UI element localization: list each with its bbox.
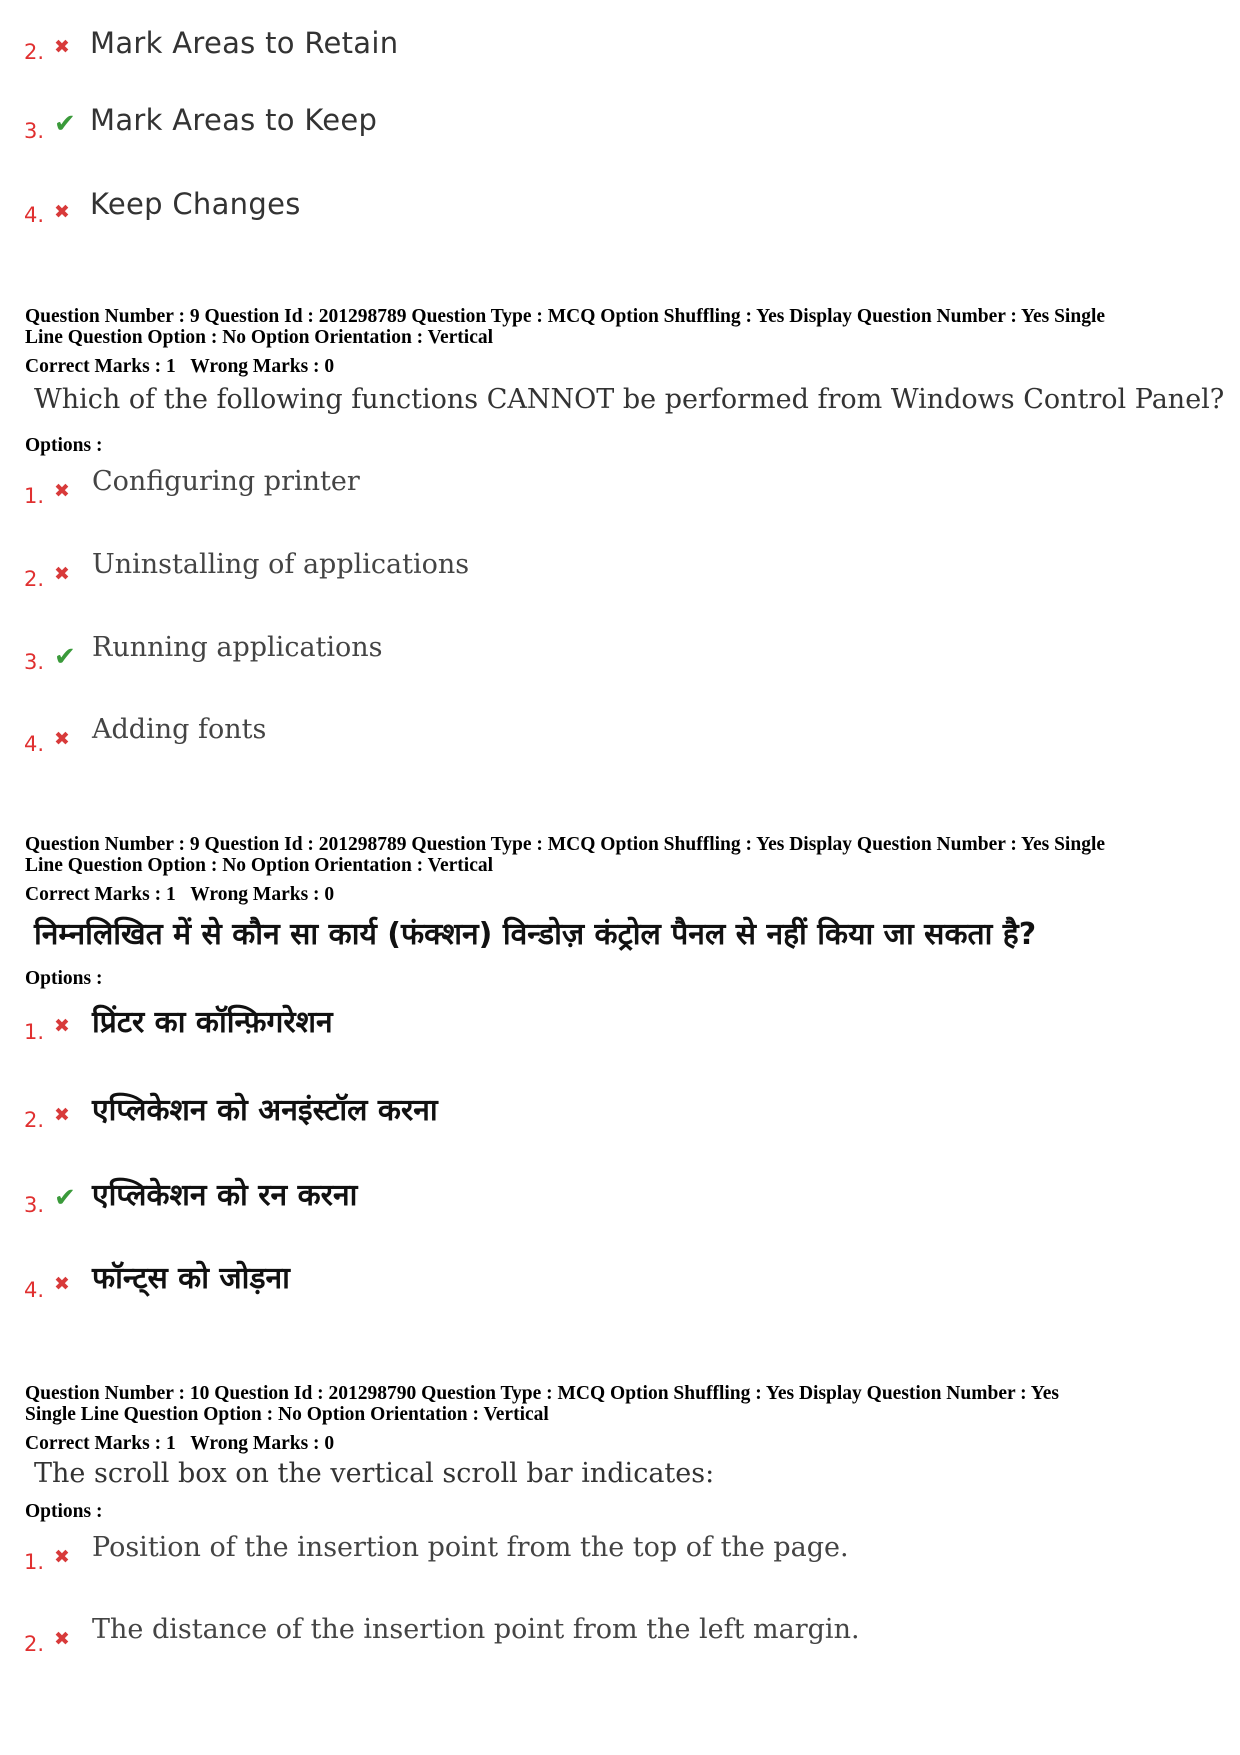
option-number: 2.	[24, 1632, 45, 1656]
marks-line	[25, 356, 344, 378]
option-text: Configuring printer	[92, 466, 360, 497]
question-text: निम्नलिखित में से कौन सा कार्य (फंक्शन) विन्डोज़ कंट्रोल पैनल से नहीं किया जा सकता है?	[34, 917, 1037, 952]
wrong-mark-icon: ✖	[54, 1015, 70, 1037]
question-meta	[25, 1383, 1225, 1425]
options-label: Options :	[25, 1501, 103, 1522]
question-meta-line: Line Question Option : No Option Orientation : Vertical	[25, 327, 494, 348]
wrong-marks: Wrong Marks : 0	[190, 884, 335, 905]
wrong-mark-icon: ✖	[54, 728, 70, 750]
correct-marks: Correct Marks : 1	[25, 884, 176, 905]
option-text: Mark Areas to Retain	[90, 26, 399, 60]
wrong-mark-icon: ✖	[54, 480, 70, 502]
option-number: 1.	[24, 484, 45, 508]
option-text: Adding fonts	[92, 714, 267, 745]
question-meta-line: Question Number : 9 Question Id : 201298789 Question Type : MCQ Option Shuffling : Yes Display Question Number : Yes Single	[25, 306, 1106, 327]
wrong-mark-icon: ✖	[54, 1628, 70, 1650]
wrong-mark-icon: ✖	[54, 1104, 70, 1126]
wrong-marks: Wrong Marks : 0	[190, 356, 335, 377]
options-label: Options :	[25, 435, 103, 456]
option-number: 1.	[24, 1020, 45, 1044]
question-meta-line: Line Question Option : No Option Orientation : Vertical	[25, 855, 494, 876]
option-text: Uninstalling of applications	[92, 549, 470, 580]
option-text: एप्लिकेशन को अनइंस्टॉल करना	[92, 1093, 438, 1128]
option-text: प्रिंटर का कॉन्फ़िगरेशन	[92, 1005, 333, 1040]
question-text: Which of the following functions CANNOT be performed from Windows Control Panel?	[34, 384, 1225, 415]
option-number: 4.	[24, 1278, 45, 1302]
question-text: The scroll box on the vertical scroll bar indicates:	[34, 1458, 715, 1489]
option-number: 1.	[24, 1550, 45, 1574]
marks-line	[25, 884, 344, 906]
marks-line	[25, 1433, 344, 1455]
option-number: 3.	[24, 1193, 45, 1217]
wrong-mark-icon: ✖	[54, 563, 70, 585]
option-text: फॉन्ट्स को जोड़ना	[92, 1261, 290, 1296]
option-number: 3.	[24, 650, 45, 674]
option-number: 4.	[24, 732, 45, 756]
option-number: 2.	[24, 1108, 45, 1132]
wrong-mark-icon: ✖	[54, 1273, 70, 1295]
option-text: Position of the insertion point from the top of the page.	[92, 1532, 849, 1563]
check-mark-icon: ✔	[54, 109, 76, 139]
check-mark-icon: ✔	[54, 642, 76, 672]
wrong-mark-icon: ✖	[54, 36, 70, 58]
question-meta	[25, 834, 1225, 876]
question-meta-line: Question Number : 10 Question Id : 201298790 Question Type : MCQ Option Shuffling : Yes Display Question Number : Yes	[25, 1383, 1059, 1404]
wrong-mark-icon: ✖	[54, 201, 70, 223]
option-number: 3.	[24, 119, 45, 143]
question-meta	[25, 306, 1225, 348]
option-number: 2.	[24, 40, 45, 64]
option-number: 2.	[24, 567, 45, 591]
check-mark-icon: ✔	[54, 1183, 76, 1213]
option-text: Running applications	[92, 632, 383, 663]
question-meta-line: Single Line Question Option : No Option Orientation : Vertical	[25, 1404, 549, 1425]
options-label: Options :	[25, 968, 103, 989]
wrong-marks: Wrong Marks : 0	[190, 1433, 335, 1454]
correct-marks: Correct Marks : 1	[25, 356, 176, 377]
question-meta-line: Question Number : 9 Question Id : 201298789 Question Type : MCQ Option Shuffling : Yes Display Question Number : Yes Single	[25, 834, 1106, 855]
option-number: 4.	[24, 203, 45, 227]
option-text: Keep Changes	[90, 187, 301, 221]
option-text: एप्लिकेशन को रन करना	[92, 1178, 358, 1213]
wrong-mark-icon: ✖	[54, 1546, 70, 1568]
correct-marks: Correct Marks : 1	[25, 1433, 176, 1454]
option-text: Mark Areas to Keep	[90, 103, 378, 137]
option-text: The distance of the insertion point from the left margin.	[92, 1614, 860, 1645]
